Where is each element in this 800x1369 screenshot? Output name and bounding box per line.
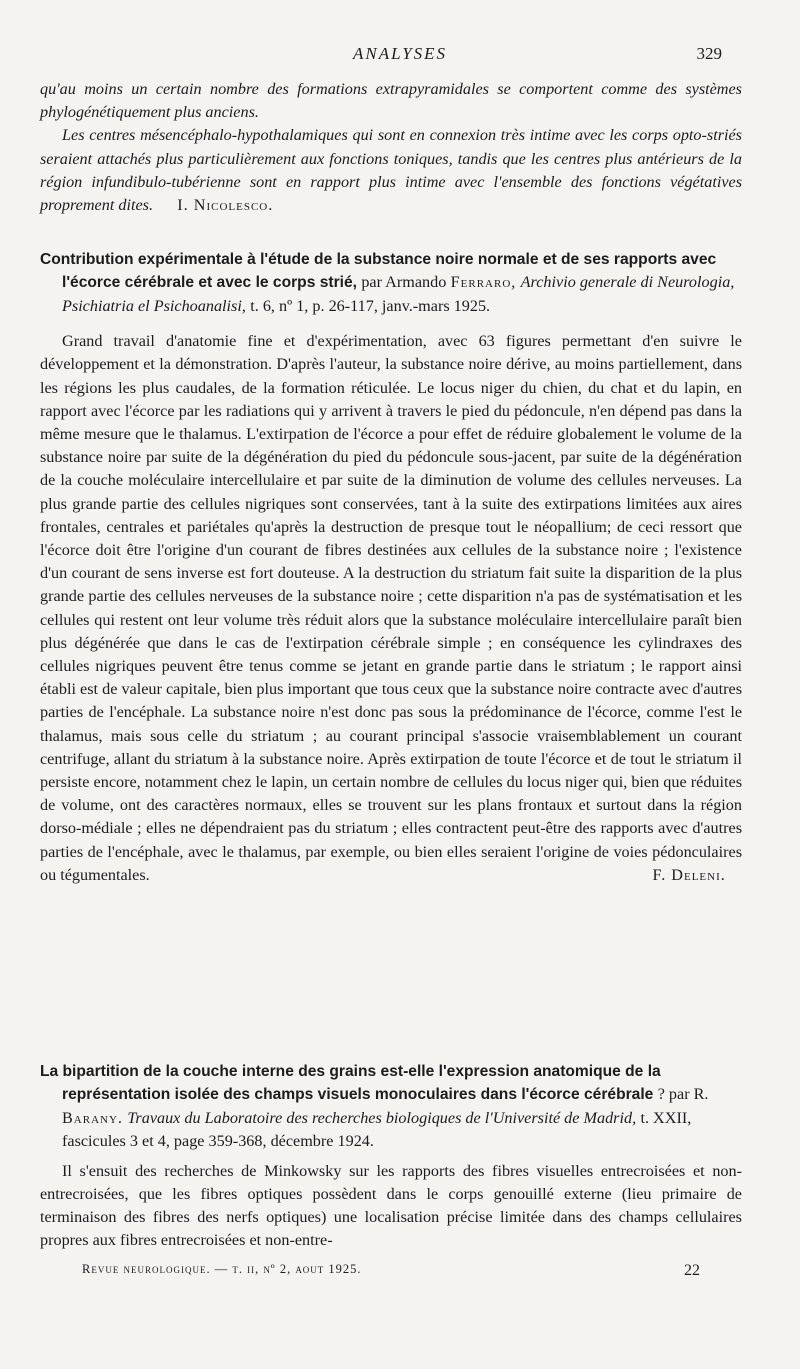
article-author: Barany. <box>62 1108 123 1127</box>
previous-review-paragraph-2-text: Les centres mésencéphalo-hypothalamiques qui sont en connexion très intime avec les corps opto-striés seraient attachés plus particulièrement aux fonctions toniques, tandis que les centres plus antérieurs de la région infundibulo-tubérienne sont en rapport plus intime avec l'ensemble des fonctions végétatives proprement dites. <box>40 126 742 215</box>
article-heading <box>40 248 742 318</box>
article-reference: t. XXII, fascicules 3 et 4, page 359-368, décembre 1924. <box>62 1108 692 1151</box>
running-title: ANALYSES <box>352 44 448 63</box>
article-source: Travaux du Laboratoire des recherches biologiques de l'Université de Madrid, <box>127 1108 637 1127</box>
previous-review-signature: I. Nicolesco. <box>177 196 274 215</box>
article-ferraro <box>40 248 742 887</box>
article-signature: F. Deleni. <box>652 866 726 885</box>
article-source: Archivio generale di Neurologia, Psichiatria el Psichoanalisi, <box>62 273 735 315</box>
signature-folio: 22 <box>684 1262 700 1279</box>
page-footer <box>0 1262 800 1286</box>
article-heading <box>40 1060 742 1154</box>
article-author-prefix: ? par R. <box>657 1085 709 1104</box>
article-body: Grand travail d'anatomie fine et d'expérimentation, avec 63 figures permettant d'en suivre le développement et la démonstration. D'après l'auteur, la substance noire dérive, au moins partiellement, dans les régions les plus caudales, de la formation réticulée. Le locus niger du chien, du chat et du lapin, en rapport avec l'écorce par les radiations qui y arrivent à travers le pied du pédoncule, n'en dépend pas dans la même mesure que le thalamus. L'extirpation de l'écorce a pour effet de réduire globalement le volume de la substance noire par suite de la dégénération du pied du pédoncule sous-jacent, par suite de la dégénération de la couche moléculaire intercellulaire et par suite de la diminution de volume des cellules nerveuses. La plus grande partie des cellules nigriques sont conservées, tant à la suite des extirpations limitées aux aires frontales, centrales et pariétales qu'après la destruction de presque tout le néopallium; de ceci ressort que l'écorce doit être l'origine d'un courant de fibres destinées aux cellules de la substance noire ; l'existence d'un courant de sens inverse est fort douteuse. A la destruction du striatum fait suite la disparition de la plus grande partie des cellules nerveuses de la substance noire ; cette disparition n'a pas de systématisation et les cellules qui restent ont leur volume très réduit alors que la substance moléculaire intercellulaire paraît bien plus dégénérée que dans le cas de l'extirpation cérébrale simple ; en conséquence les cylindraxes des cellules nigriques peuvent être tenus comme se jetant en grande partie dans le striatum ; le rapport ainsi établi est de valeur capitale, bien plus important que tous ceux que la substance noire contracte avec d'autres parties de l'encéphale. La substance noire n'est donc pas sous la prédominance de l'écorce, comme l'est le thalamus, mais sous celle du striatum ; au courant principal s'associe vraisemblablement un courant centrifuge, allant du striatum à la substance noire. Après extirpation de toute l'écorce et de tout le striatum il persiste encore, notamment chez le lapin, un certain nombre de cellules du locus niger qui, bien que réduites de volume, ont des caractères normaux, elles se trouvent sur les plans frontaux et surtout dans la région dorso-médiale ; elles ne dépendraient pas du striatum ; elles contractent peut-être des rapports avec d'autres parties de l'encéphale, avec le thalamus, par exemple, ou bien elles seraient l'origine de voies pédonculaires ou tégumentales. <box>40 332 742 884</box>
page-number: 329 <box>696 44 722 63</box>
article-body: Il s'ensuit des recherches de Minkowsky sur les rapports des fibres visuelles entrecroisées et non-entrecroisées, que les fibres optiques possèdent dans le corps genouillé externe (lieu primaire de terminaison des fibres des nerfs optiques) une localisation précise limitée dans des champs cellulaires propres aux fibres entrecroisées et non-entre- <box>40 1161 742 1250</box>
article-author-prefix: par Armando <box>361 273 447 292</box>
previous-review-continuation <box>40 78 742 217</box>
page-header <box>0 44 800 68</box>
journal-reference: Revue neurologique. — t. ii, nº 2, aout 1925. <box>82 1262 362 1276</box>
article-title: Contribution expérimentale à l'étude de la substance noire normale et de ses rapports avec l'écorce cérébrale et avec le corps strié, <box>40 251 717 292</box>
article-barany <box>40 1060 742 1252</box>
previous-review-paragraph-2 <box>40 124 742 217</box>
article-author: Ferraro, <box>450 273 517 292</box>
article-title: La bipartition de la couche interne des grains est-elle l'expression anatomique de la représentation isolée des champs visuels monoculaires dans l'écorce cérébrale <box>40 1063 661 1104</box>
previous-review-paragraph-1: qu'au moins un certain nombre des formations extrapyramidales se comportent comme des systèmes phylogénétiquement plus anciens. <box>40 80 742 122</box>
article-reference: t. 6, nº 1, p. 26-117, janv.-mars 1925. <box>250 296 491 315</box>
